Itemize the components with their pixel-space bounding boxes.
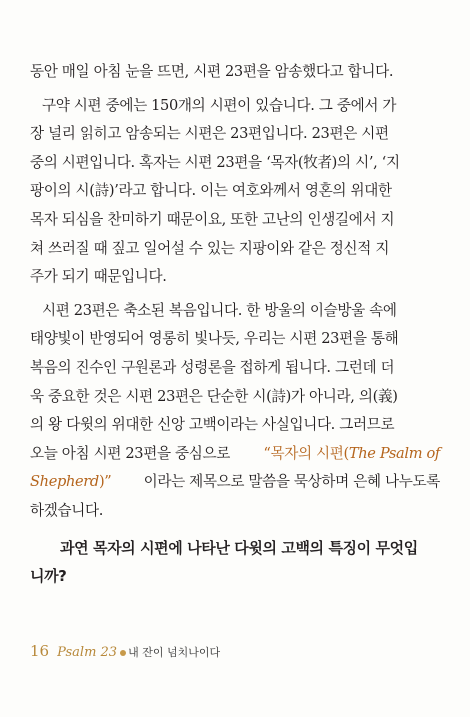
book-subtitle: 내 잔이 넘치나이다	[128, 646, 221, 659]
text-line: 시편 23편은 축소된 복음입니다. 한 방울의 이슬방울 속에	[42, 301, 397, 319]
text-line: 팡이의 시(詩)’라고 합니다. 이는 여호와께서 영혼의 위대한	[30, 182, 392, 200]
text-fragment: 이라는 제목으로 말씀을 묵상하며 은혜 나누도록	[143, 473, 440, 491]
title-close-quote: )”	[98, 473, 112, 491]
body-text	[30, 58, 440, 526]
title-english: Shepherd	[30, 473, 99, 491]
emphasized-title-end	[30, 468, 111, 497]
text-line: 중의 시편입니다. 혹자는 시편 23편을 ‘목자(牧者)의 시’, ‘지	[30, 153, 400, 171]
question-line: 니까?	[30, 567, 67, 585]
title-english: The Psalm of	[348, 444, 440, 462]
text-line: 목자 되심을 찬미하기 때문이요, 또한 고난의 인생길에서 지	[30, 210, 395, 228]
title-korean: “목자의 시편(	[263, 444, 349, 462]
text-fragment: 오늘 아침 시편 23편을 중심으로	[30, 444, 230, 462]
question-heading	[30, 534, 440, 590]
book-title: Psalm 23	[57, 645, 118, 660]
page-number: 16	[30, 642, 50, 660]
text-line: 장 널리 읽히고 암송되는 시편은 23편입니다. 23편은 시편	[30, 125, 389, 143]
text-line: 복음의 진수인 구원론과 성령론을 접하게 됩니다. 그런데 더	[30, 358, 395, 376]
text-line: 쳐 쓰러질 때 짚고 일어설 수 있는 지팡이와 같은 정신적 지	[30, 239, 390, 257]
bullet-dot-icon	[120, 650, 126, 656]
text-line: 구약 시편 중에는 150개의 시편이 있습니다. 그 중에서 가	[42, 96, 397, 114]
text-line: 의 왕 다윗의 위대한 신앙 고백이라는 사실입니다. 그러므로	[30, 416, 395, 434]
text-line: 주가 되기 때문입니다.	[30, 268, 167, 286]
text-line-with-title	[30, 440, 440, 469]
text-line-with-title	[30, 468, 440, 497]
text-line: 동안 매일 아침 눈을 뜨면, 시편 23편을 암송했다고 합니다.	[30, 63, 394, 80]
question-line: 과연 목자의 시편에 나타난 다윗의 고백의 특징이 무엇입	[60, 539, 418, 557]
emphasized-title	[263, 440, 440, 469]
text-line: 태양빛이 반영되어 영롱히 빛나듯, 우리는 시편 23편을 통해	[30, 330, 399, 348]
text-line: 하겠습니다.	[30, 501, 104, 519]
text-line: 욱 중요한 것은 시편 23편은 단순한 시(詩)가 아니라, 의(義)	[30, 387, 398, 405]
page-footer	[30, 642, 220, 660]
